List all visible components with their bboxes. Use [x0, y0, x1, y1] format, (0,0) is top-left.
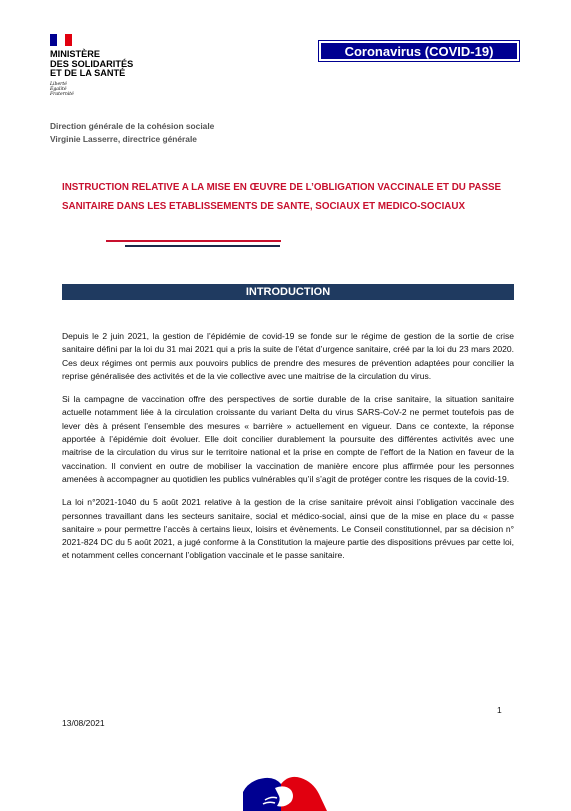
title-underline-navy [125, 245, 280, 247]
ministry-logo [50, 34, 170, 97]
marianne-flag-icon [50, 34, 72, 46]
instruction-title: INSTRUCTION RELATIVE A LA MISE EN ŒUVRE DE L’OBLIGATION VACCINALE ET DU PASSE SANITAIRE DANS LES ETABLISSEMENTS DE SANTE, SOCIAUX ET MEDICO-SOCIAUX [62, 182, 502, 212]
body-text [62, 330, 514, 573]
paragraph: Si la campagne de vaccination offre des perspectives de sortie durable de la crise sanitaire, la situation sanitaire actuelle notamment liée à la circulation croissante du variant Delta du virus SARS-CoV-2 ne permet toutefois pas de lever dès à présent l’ensemble des mesures « barrière » actuellement en vigueur. Dans ce contexte, la réponse apportée à l’épidémie doit évoluer. Elle doit concilier durablement la poursuite des différentes activités avec une maitrise de la circulation du virus sur le territoire national et la prise en compte de l’effort de la Nation en faveur de la vaccination. Il convient en outre de mobiliser la vaccination de manière encore plus affirmée pour les personnes amenées à accompagner au quotidien les publics vulnérables qu’il s’agit de protéger contre les risques de la covid-19. [62, 394, 514, 484]
ministry-line: MINISTÈRE [50, 49, 101, 59]
direction-name: Direction générale de la cohésion sociale [50, 121, 215, 131]
paragraph: Depuis le 2 juin 2021, la gestion de l’épidémie de covid-19 se fonde sur le régime de gestion de la sortie de crise sanitaire défini par la loi du 31 mai 2021 qui a pris la suite de l’état d’urgence sanitaire, créé par la loi du 23 mars 2020. Ces deux régimes ont permis aux pouvoirs publics de prendre des mesures de prévention adaptées pour concilier la reprise généralisée des activités et de la vie collective avec une maitrise de la circulation du virus. [62, 331, 514, 381]
covid-badge-label: Coronavirus (COVID-19) [321, 43, 517, 59]
director-name: Virginie Lasserre, directrice générale [50, 134, 197, 144]
motto-line: Égalité [50, 86, 67, 92]
motto-line: Liberté [50, 81, 67, 87]
ministry-line: DES SOLIDARITÉS [50, 58, 134, 69]
document-date: 13/08/2021 [62, 718, 105, 728]
author-block [50, 120, 214, 146]
motto-line: Fraternité [50, 92, 74, 98]
motto [50, 82, 170, 98]
ministry-line: ET DE LA SANTÉ [50, 68, 126, 79]
section-heading: INTRODUCTION [62, 284, 514, 300]
covid-badge [318, 40, 520, 62]
marianne-icon [235, 770, 335, 811]
title-underline-red [106, 240, 281, 242]
ministry-name [50, 50, 170, 79]
page-number: 1 [497, 705, 502, 715]
paragraph: La loi n°2021-1040 du 5 août 2021 relative à la gestion de la crise sanitaire prévoit ainsi l’obligation vaccinale des personnes travaillant dans les secteurs sanitaire, social et médico-social, ainsi que de la mise en place du « passe sanitaire » pour permettre l’accès à certains lieux, loisirs et évènements. Le Conseil constitutionnel, par sa décision n° 2021-824 DC du 5 août 2021, a jugé conforme à la Constitution la majeure partie des dispositions prévues par cette loi, et notamment celles concernant l’obligation vaccinale et le passe sanitaire. [62, 497, 514, 561]
